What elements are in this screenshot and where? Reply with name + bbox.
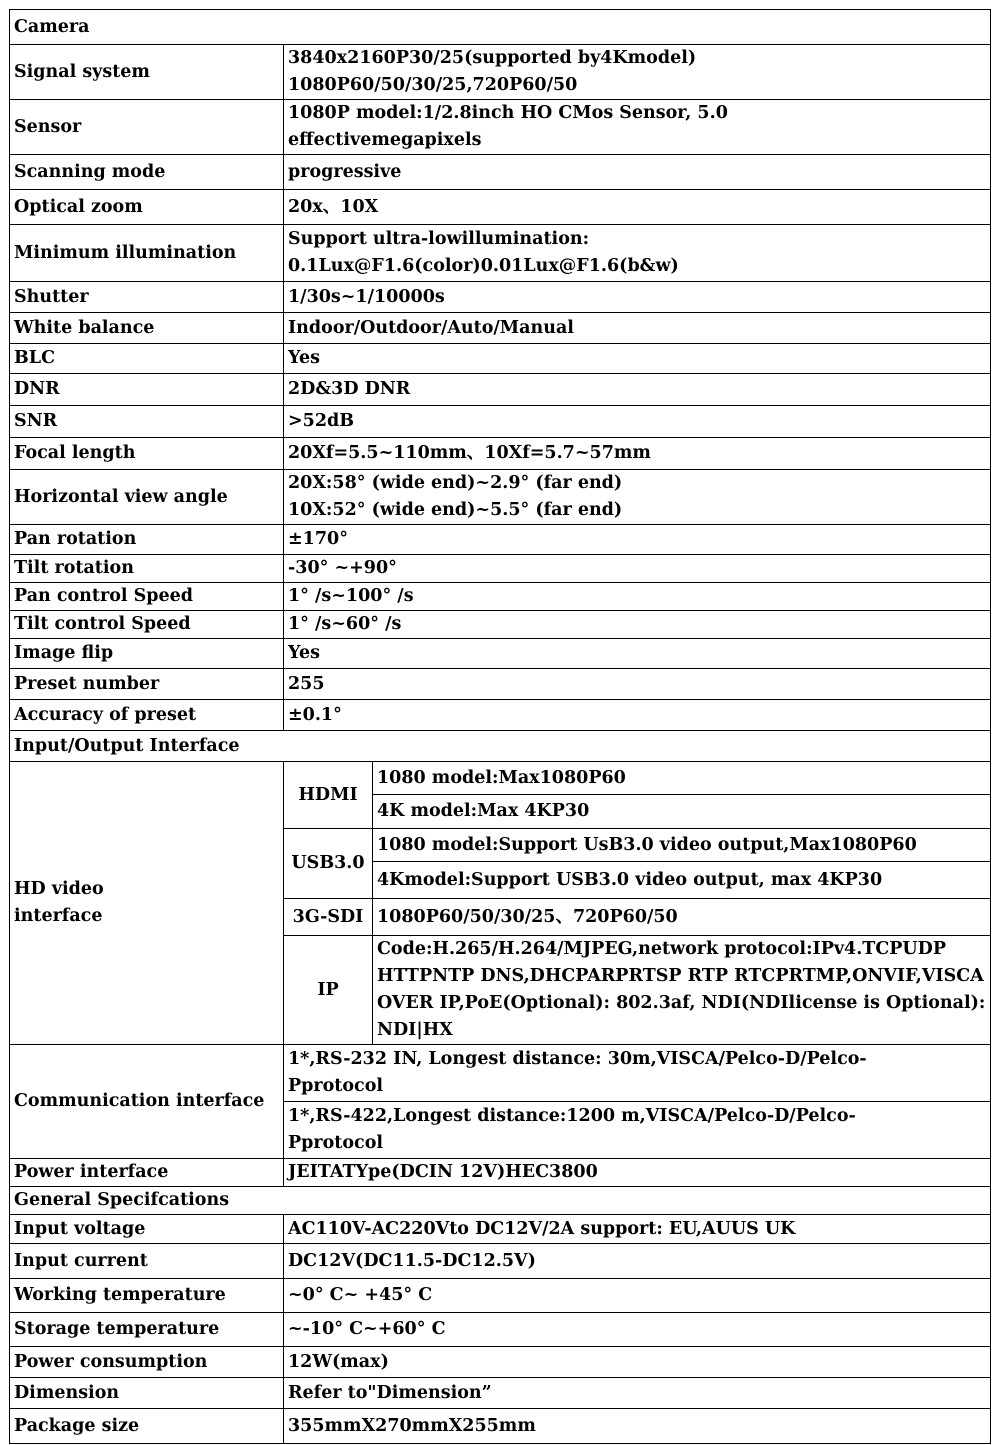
- spec-value: ~-10° C~+60° C: [284, 1313, 991, 1347]
- spec-label: Shutter: [10, 282, 284, 313]
- spec-value: 1/30s~1/10000s: [284, 282, 991, 313]
- hd-video-label: HD video interface: [10, 762, 284, 1045]
- spec-row: [10, 1347, 991, 1378]
- spec-label: Preset number: [10, 669, 284, 700]
- spec-row: [10, 700, 991, 731]
- spec-value: -30° ~+90°: [284, 555, 991, 583]
- spec-value: 1080P model:1/2.8inch HO CMos Sensor, 5.0 effectivemegapixels: [284, 100, 991, 155]
- section-title-general: General Specifcations: [10, 1187, 991, 1215]
- spec-label: Minimum illumination: [10, 225, 284, 282]
- spec-row: [10, 525, 991, 555]
- spec-row: [10, 225, 991, 282]
- spec-value: Refer to"Dimension”: [284, 1378, 991, 1409]
- spec-value: AC110V-AC220Vto DC12V/2A support: EU,AUUS UK: [284, 1215, 991, 1244]
- spec-value: Indoor/Outdoor/Auto/Manual: [284, 313, 991, 344]
- spec-row: [10, 313, 991, 344]
- spec-row: [10, 669, 991, 700]
- spec-row: [10, 1378, 991, 1409]
- spec-label: Optical zoom: [10, 190, 284, 225]
- usb-label: USB3.0: [284, 829, 373, 899]
- spec-row: [10, 611, 991, 639]
- section-row-io: [10, 731, 991, 762]
- usb-value: 4Kmodel:Support USB3.0 video output, max 4KP30: [373, 862, 991, 899]
- spec-value: ±0.1°: [284, 700, 991, 731]
- spec-label: Tilt rotation: [10, 555, 284, 583]
- spec-row: [10, 470, 991, 525]
- spec-label: Focal length: [10, 438, 284, 470]
- spec-label: Accuracy of preset: [10, 700, 284, 731]
- hdmi-value: 4K model:Max 4KP30: [373, 795, 991, 829]
- spec-value: 355mmX270mmX255mm: [284, 1409, 991, 1444]
- ip-value: Code:H.265/H.264/MJPEG,network protocol:IPv4.TCPUDP HTTPNTP DNS,DHCPARPRTSP RTP RTCPRTMP,ONVIF,VISCA OVER IP,PoE(Optional): 802.3af, NDI(NDIlicense is Optional): NDI|HX: [373, 936, 991, 1045]
- comm-label: Communication interface: [10, 1045, 284, 1159]
- spec-row: [10, 1279, 991, 1313]
- spec-row: [10, 1313, 991, 1347]
- spec-row: [10, 438, 991, 470]
- spec-value: 3840x2160P30/25(supported by4Kmodel) 1080P60/50/30/25,720P60/50: [284, 45, 991, 100]
- spec-label: Scanning mode: [10, 155, 284, 190]
- comm-value: 1*,RS-422,Longest distance:1200 m,VISCA/Pelco-D/Pelco- Pprotocol: [284, 1102, 991, 1159]
- spec-row: [10, 406, 991, 438]
- spec-label: Image flip: [10, 639, 284, 669]
- spec-row: [10, 1215, 991, 1244]
- spec-row: [10, 282, 991, 313]
- spec-row: [10, 344, 991, 374]
- spec-value: ~0° C~ +45° C: [284, 1279, 991, 1313]
- spec-value: DC12V(DC11.5-DC12.5V): [284, 1244, 991, 1279]
- spec-row: [10, 100, 991, 155]
- spec-value: 1° /s~60° /s: [284, 611, 991, 639]
- spec-table-body: [10, 10, 991, 1444]
- spec-label: Signal system: [10, 45, 284, 100]
- spec-label: Input current: [10, 1244, 284, 1279]
- sdi-label: 3G-SDI: [284, 899, 373, 936]
- spec-label: Pan control Speed: [10, 583, 284, 611]
- sdi-value: 1080P60/50/30/25、720P60/50: [373, 899, 991, 936]
- spec-value: progressive: [284, 155, 991, 190]
- spec-label: White balance: [10, 313, 284, 344]
- spec-value: 1° /s~100° /s: [284, 583, 991, 611]
- spec-table: [9, 9, 991, 1444]
- spec-row: [10, 1244, 991, 1279]
- spec-value: Yes: [284, 344, 991, 374]
- section-row-general: [10, 1187, 991, 1215]
- spec-label: SNR: [10, 406, 284, 438]
- spec-row: [10, 555, 991, 583]
- spec-value: >52dB: [284, 406, 991, 438]
- spec-label: Horizontal view angle: [10, 470, 284, 525]
- spec-value: Support ultra-lowillumination: 0.1Lux@F1.6(color)0.01Lux@F1.6(b&w): [284, 225, 991, 282]
- power-value: JEITATYpe(DCIN 12V)HEC3800: [284, 1159, 991, 1187]
- spec-row: [10, 639, 991, 669]
- spec-row: [10, 1409, 991, 1444]
- spec-label: Working temperature: [10, 1279, 284, 1313]
- io-row: [10, 1159, 991, 1187]
- spec-row: [10, 155, 991, 190]
- usb-value: 1080 model:Support UsB3.0 video output,Max1080P60: [373, 829, 991, 862]
- io-row: [10, 1045, 991, 1102]
- hdmi-label: HDMI: [284, 762, 373, 829]
- spec-label: Tilt control Speed: [10, 611, 284, 639]
- spec-row: [10, 374, 991, 406]
- hdmi-value: 1080 model:Max1080P60: [373, 762, 991, 795]
- comm-value: 1*,RS-232 IN, Longest distance: 30m,VISCA/Pelco-D/Pelco- Pprotocol: [284, 1045, 991, 1102]
- io-row: [10, 762, 991, 795]
- spec-value: 20x、10X: [284, 190, 991, 225]
- spec-label: DNR: [10, 374, 284, 406]
- power-label: Power interface: [10, 1159, 284, 1187]
- spec-label: Input voltage: [10, 1215, 284, 1244]
- section-row-camera: [10, 10, 991, 45]
- spec-label: Sensor: [10, 100, 284, 155]
- spec-row: [10, 190, 991, 225]
- spec-label: Power consumption: [10, 1347, 284, 1378]
- spec-value: 2D&3D DNR: [284, 374, 991, 406]
- spec-value: ±170°: [284, 525, 991, 555]
- spec-value: Yes: [284, 639, 991, 669]
- spec-label: BLC: [10, 344, 284, 374]
- section-title-camera: Camera: [10, 10, 991, 45]
- spec-label: Dimension: [10, 1378, 284, 1409]
- ip-label: IP: [284, 936, 373, 1045]
- spec-row: [10, 583, 991, 611]
- spec-label: Storage temperature: [10, 1313, 284, 1347]
- spec-value: 20Xf=5.5~110mm、10Xf=5.7~57mm: [284, 438, 991, 470]
- spec-value: 20X:58° (wide end)~2.9° (far end) 10X:52° (wide end)~5.5° (far end): [284, 470, 991, 525]
- spec-value: 255: [284, 669, 991, 700]
- spec-value: 12W(max): [284, 1347, 991, 1378]
- spec-label: Package size: [10, 1409, 284, 1444]
- spec-label: Pan rotation: [10, 525, 284, 555]
- spec-row: [10, 45, 991, 100]
- section-title-io: Input/Output Interface: [10, 731, 991, 762]
